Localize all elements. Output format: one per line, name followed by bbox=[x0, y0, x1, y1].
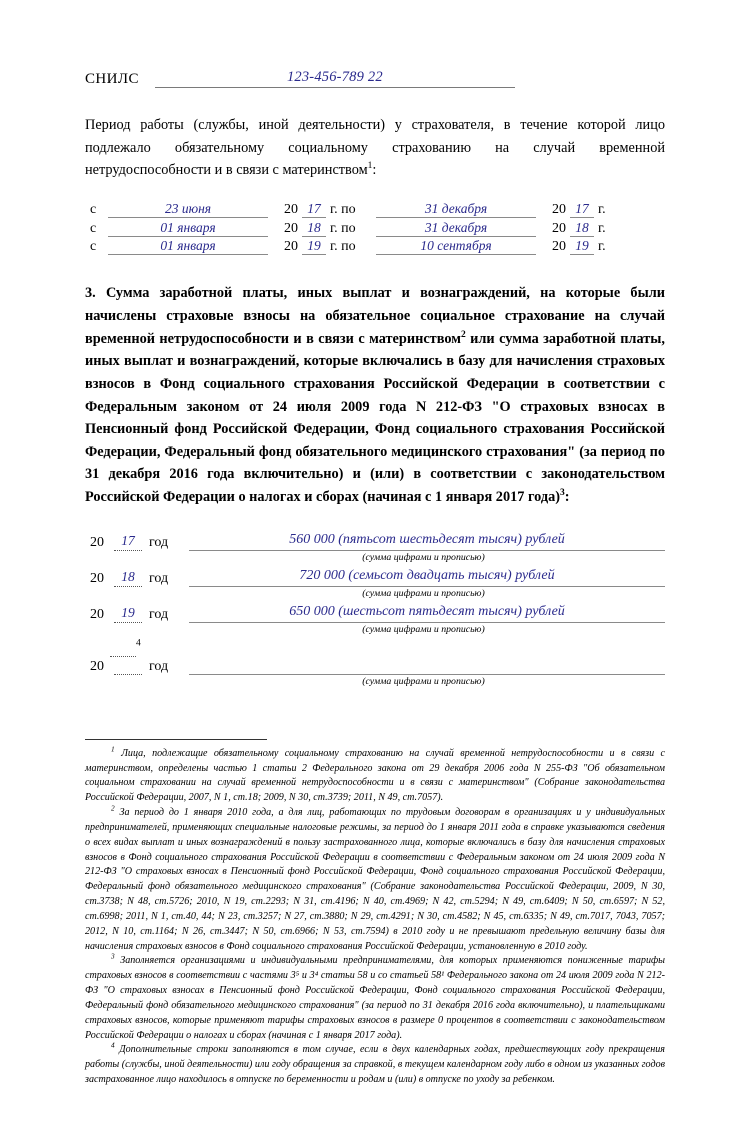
footnotes bbox=[85, 744, 666, 1088]
footnote-item bbox=[85, 1043, 665, 1087]
period-from-year-value: 17 bbox=[307, 201, 321, 217]
period-from-year-field[interactable] bbox=[302, 220, 326, 237]
amount-row bbox=[90, 531, 665, 551]
snils-row bbox=[85, 66, 665, 88]
footnote-text: Заполняется организациями и индивидуальными предпринимателями, для которых применяются пониженные тарифы страховых взносов в соответствии с частями 3⁵ и 3⁴ статьи 58 и со статьей 58¹ Федерального закона от 24 июля 2009 года N 212-ФЗ "О страховых взносах в Пенсионный фонд Российской Федерации, Фонд социального страхования Российской Федерации, Федеральный фонд обязательного медицинского страхования" (за период по 31 декабря 2016 года включительно), и плательщиками страховых взносов, которые применяют тарифы страховых взносов в размере 0 процентов в соответствии с законодательством Российской Федерации о налогах и сборах (начиная с 1 января 2017 года). bbox=[85, 955, 665, 1041]
period-to-date-value: 10 сентября bbox=[420, 238, 492, 254]
amount-year-field[interactable]: 19 bbox=[114, 605, 142, 623]
amount-rows bbox=[85, 531, 665, 687]
period-to-year-field[interactable] bbox=[570, 220, 594, 237]
footnote-item bbox=[85, 954, 665, 1043]
footnote-separator bbox=[85, 739, 267, 740]
section3-paragraph bbox=[85, 282, 665, 509]
footnote-marker: 1 bbox=[111, 744, 115, 754]
period-g-po-label: г. по bbox=[330, 239, 356, 255]
footnote-text: Дополнительные строки заполняются в том случае, если в двух календарных годах, предшествующих году прекращения работы (службы, иной деятельности) или году обращения за справкой, в текущем календарном году либо в одном из указанных годов застрахованное лицо находилось в отпуске по беременности и родам и (или) в отпуске по уходу за ребенком. bbox=[85, 1044, 666, 1086]
intro-paragraph bbox=[85, 114, 665, 182]
amount-god-label: год bbox=[149, 570, 169, 586]
period-from-date-field[interactable] bbox=[108, 201, 268, 218]
period-from-year-value: 19 bbox=[307, 238, 321, 254]
period-from-year-value: 18 bbox=[307, 219, 321, 235]
period-from-label: с bbox=[90, 202, 97, 218]
period-row bbox=[90, 200, 665, 219]
period-row bbox=[90, 218, 665, 237]
amount-caption: (сумма цифрами и прописью) bbox=[362, 675, 485, 687]
period-g-po-label: г. по bbox=[330, 202, 356, 218]
period-to-year-field[interactable] bbox=[570, 201, 594, 218]
amount-year-field[interactable] bbox=[114, 657, 142, 675]
amount-value: 560 000 (пятьсот шестьдесят тысяч) рублей bbox=[289, 531, 565, 547]
footnote-text: За период до 1 января 2010 года, а для лиц, работающих по трудовым договорам в организациях и у индивидуальных предпринимателей, применяющих специальные налоговые режимы, за период до 1 января 2011 года в справке указываются сведения о всех видах выплат и иных вознаграждений в пользу застрахованного лица, которые включались в базу для начисления страховых взносов в Фонд социального страхования Российской Федерации в соответствии с Федеральным законом от 24 июля 2009 года N 212-ФЗ "О страховых взносах в Пенсионный фонд Российской Федерации, Фонд социального страхования Российской Федерации, Федеральный фонд обязательного медицинского страхования" (Собрание законодательства Российской Федерации, 2009, N 30, ст.3738; N 48, ст.5726; 2010, N 19, ст.2293; N 31, ст.4196; N 40, ст.4969; N 42, ст.5294; N 49, ст.6409; N 50, ст.6597; N 52, ст.6998; 2011, N 1, ст.40, 44; N 23, ст.3257; N 27, ст.3880; N 29, ст.4291; N 30, ст.4582; N 45, ст.6335; N 49, ст.7017, 7043, 7057; 2012, N 10, ст.1164; N 26, ст.3447; N 50, ст.6966; N 53, ст.7594) в 2010 году и не превышают предельную величину базы для начисления страховых взносов в Фонд социального страхования Российской Федерации, установленную в 2010 году. bbox=[85, 807, 665, 952]
period-from-year-field[interactable] bbox=[302, 238, 326, 255]
section3-part2: или сумма заработной платы, иных выплат и вознаграждений, которые включались в базу для начисления страховых взносов в Фонд социального страхования Российской Федерации в соответствии с Федеральным законом от 24 июля 2009 года N 212-ФЗ "О страховых взносах в Пенсионный фонд Российской Федерации, Фонд социального страхования Российской Федерации, Федеральный фонд обязательного медицинского страхования" (за период по 31 декабря 2016 года включительно) и (или) в соответствии с законодательством Российской Федерации о налогах и сборах (начиная с 1 января 2017 года) bbox=[85, 330, 665, 506]
snils-value: 123-456-789 22 bbox=[286, 69, 383, 85]
period-to-date-value: 31 декабря bbox=[424, 219, 488, 235]
section3-part1: 3. Сумма заработной платы, иных выплат и вознаграждений, на которые были начислены страховые взносы на обязательное социальное страхование на случай временной нетрудоспособности и в связи с материнством bbox=[85, 285, 665, 347]
period-g-label: г. bbox=[598, 239, 606, 255]
period-g-po-label: г. по bbox=[330, 220, 356, 236]
amount-value-field[interactable] bbox=[189, 656, 665, 675]
amount-year-field[interactable]: 18 bbox=[114, 569, 142, 587]
period-to-year-field[interactable] bbox=[570, 238, 594, 255]
amount-god-label: год bbox=[149, 534, 169, 550]
period-from-label: с bbox=[90, 239, 97, 255]
period-to-year-value: 19 bbox=[575, 238, 589, 254]
period-to-date-value: 31 декабря bbox=[424, 201, 488, 217]
period-from-year-prefix: 20 bbox=[284, 202, 298, 218]
period-from-label: с bbox=[90, 220, 97, 236]
intro-footnote-marker: 1 bbox=[367, 161, 373, 172]
footnote-marker: 2 bbox=[111, 803, 115, 813]
period-to-date-field[interactable] bbox=[376, 238, 536, 255]
period-g-label: г. bbox=[598, 220, 606, 236]
amount-row bbox=[90, 655, 665, 675]
period-to-year-value: 18 bbox=[575, 219, 589, 235]
period-g-label: г. bbox=[598, 202, 606, 218]
snils-label: СНИЛС bbox=[85, 71, 139, 87]
amount-year-field[interactable]: 17 bbox=[114, 533, 142, 551]
amount-god-label: год bbox=[149, 658, 169, 674]
period-to-date-field[interactable] bbox=[376, 220, 536, 237]
snils-field[interactable] bbox=[155, 68, 515, 88]
amount-year-prefix: 20 bbox=[90, 658, 104, 674]
section3-marker-2: 2 bbox=[460, 329, 466, 340]
amount-value-field[interactable] bbox=[189, 532, 665, 551]
period-from-year-prefix: 20 bbox=[284, 239, 298, 255]
amount-caption: (сумма цифрами и прописью) bbox=[362, 623, 485, 635]
period-to-year-prefix: 20 bbox=[552, 239, 566, 255]
period-from-date-field[interactable] bbox=[108, 220, 268, 237]
period-to-year-value: 17 bbox=[575, 201, 589, 217]
amount-caption: (сумма цифрами и прописью) bbox=[362, 551, 485, 563]
amount-value-field[interactable] bbox=[189, 568, 665, 587]
section3-marker-3: 3 bbox=[559, 488, 565, 499]
footnote-item bbox=[85, 744, 665, 806]
amount-caption: (сумма цифрами и прописью) bbox=[362, 587, 485, 599]
amount-year-prefix: 20 bbox=[90, 534, 104, 550]
period-from-date-value: 01 января bbox=[160, 219, 216, 235]
extra-row-dots bbox=[110, 645, 136, 657]
intro-text: Период работы (службы, иной деятельности) у страхователя, в течение которой лицо подлежало обязательному социальному страхованию на случай временной нетрудоспособности и в связи с материнством bbox=[85, 117, 665, 179]
period-rows bbox=[85, 200, 665, 256]
amount-row bbox=[90, 567, 665, 587]
amount-god-label: год bbox=[149, 606, 169, 622]
amount-year-prefix: 20 bbox=[90, 570, 104, 586]
amount-value-field[interactable] bbox=[189, 604, 665, 623]
period-to-year-prefix: 20 bbox=[552, 220, 566, 236]
amount-value: 650 000 (шестьсот пятьдесят тысяч) рублей bbox=[289, 603, 565, 619]
period-from-date-value: 01 января bbox=[160, 238, 216, 254]
footnote-item bbox=[85, 803, 665, 954]
footnote-text: Лица, подлежащие обязательному социальному страхованию на случай временной нетрудоспособности и в связи с материнством, определены частью 1 статьи 2 Федерального закона от 29 декабря 2006 года N 255-ФЗ "Об обязательном социальном страховании на случай временной нетрудоспособности и в связи с материнством" (Собрание законодательства Российской Федерации, 2007, N 1, ст.18; 2009, N 30, ст.3739; 2011, N 49, ст.7057). bbox=[85, 747, 665, 804]
footnote-marker: 3 bbox=[111, 952, 115, 962]
footnote-marker: 4 bbox=[111, 1041, 115, 1050]
period-from-date-field[interactable] bbox=[108, 238, 268, 255]
extra-row-footnote-marker: 4 bbox=[136, 638, 141, 649]
period-from-date-value: 23 июня bbox=[164, 201, 212, 217]
amount-row bbox=[90, 603, 665, 623]
extra-row-marker bbox=[90, 639, 665, 655]
period-from-year-prefix: 20 bbox=[284, 220, 298, 236]
section3-part3: : bbox=[564, 489, 570, 506]
period-from-year-field[interactable] bbox=[302, 201, 326, 218]
amount-year-prefix: 20 bbox=[90, 606, 104, 622]
period-to-year-prefix: 20 bbox=[552, 202, 566, 218]
intro-trailing: : bbox=[372, 162, 377, 179]
amount-value: 720 000 (семьсот двадцать тысяч) рублей bbox=[299, 567, 555, 583]
period-to-date-field[interactable] bbox=[376, 201, 536, 218]
document-page bbox=[0, 66, 750, 1126]
period-row bbox=[90, 237, 665, 256]
